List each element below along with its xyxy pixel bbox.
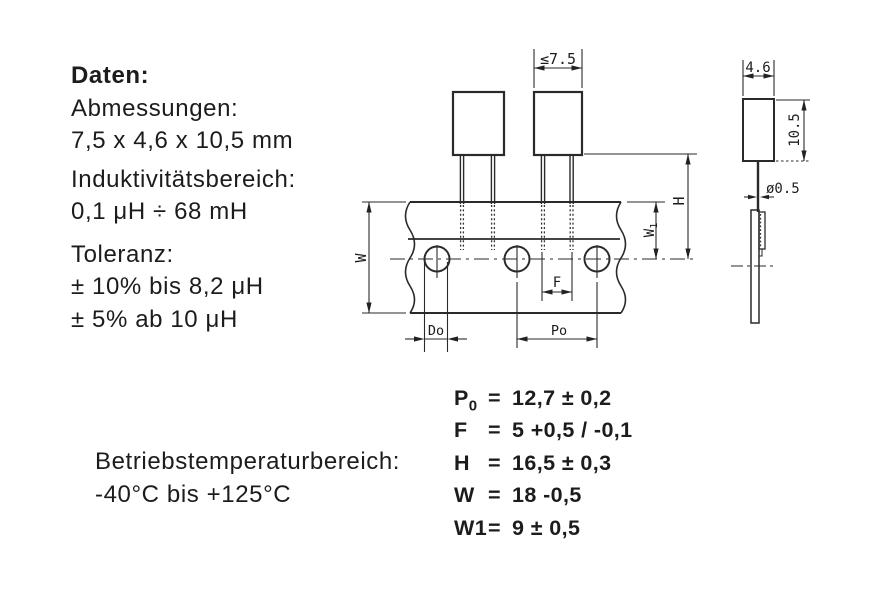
dim-label-po: Po xyxy=(550,323,568,339)
tolerance-value-1: ± 10% bis 8,2 μH xyxy=(71,273,264,300)
temperature-value: -40°C bis +125°C xyxy=(95,480,292,508)
data-panel-title: Daten: xyxy=(71,62,150,89)
dim-body-width xyxy=(534,49,582,88)
dim-w1 xyxy=(627,202,665,259)
dim-lead-dia xyxy=(744,181,800,199)
spec-symbol: W1 xyxy=(454,515,488,540)
tape-side xyxy=(731,210,777,323)
temperature-label: Betriebstemperaturbereich: xyxy=(95,448,401,475)
dim-label-do: Do xyxy=(427,323,445,339)
tolerance-value-2: ± 5% ab 10 μH xyxy=(71,305,238,333)
spec-equals: = xyxy=(488,515,501,540)
spec-equals: = xyxy=(488,483,501,508)
dim-body-height xyxy=(776,100,810,161)
dim-height-h xyxy=(584,154,697,259)
dim-label-w: W xyxy=(352,253,370,263)
dim-do xyxy=(405,262,467,352)
dim-w xyxy=(352,202,406,313)
spec-symbol: $P_0$ xyxy=(454,386,478,415)
carrier-tape xyxy=(406,202,626,313)
dim-label-body-height: 10.5 xyxy=(787,113,803,147)
dim-label-depth: 4.6 xyxy=(745,60,771,76)
front-view xyxy=(352,49,697,352)
dim-label-lead-dia: ø0.5 xyxy=(766,181,800,197)
dim-depth xyxy=(743,60,774,96)
dimensions-label: Abmessungen: xyxy=(71,94,239,122)
spec-value: 12,7 ± 0,2 xyxy=(512,386,612,410)
tape-break-left xyxy=(406,202,415,313)
spec-value: 16,5 ± 0,3 xyxy=(512,450,612,475)
spec-value: 5 +0,5 / -0,1 xyxy=(512,418,633,443)
component-body-side xyxy=(743,99,774,161)
component-body-left xyxy=(453,92,504,155)
dimensions-value: 7,5 x 4,6 x 10,5 mm xyxy=(71,127,294,154)
dim-label-body-width: ≤7.5 xyxy=(539,50,577,68)
spec-symbol: F xyxy=(454,418,468,443)
dim-label-h: H xyxy=(670,196,688,206)
inductance-value: 0,1 μH ÷ 68 mH xyxy=(71,198,248,225)
dim-po xyxy=(517,323,597,342)
component-leads xyxy=(460,155,573,204)
spec-value: 9 ± 0,5 xyxy=(512,515,581,540)
spec-equals: = xyxy=(488,418,501,443)
spec-value: 18 -0,5 xyxy=(512,483,582,508)
tape-break-right xyxy=(617,202,626,313)
dim-label-f: F xyxy=(552,275,562,291)
spec-equals: = xyxy=(488,386,501,410)
sprocket-holes xyxy=(425,245,610,348)
component-body-right xyxy=(534,92,582,155)
side-view xyxy=(731,60,810,323)
spec-equals: = xyxy=(488,450,501,475)
spec-symbol: W xyxy=(454,483,475,508)
tolerance-label: Toleranz: xyxy=(71,240,174,268)
inductance-label: Induktivitätsbereich: xyxy=(71,165,296,193)
dim-label-w1: $W_1$ xyxy=(642,222,660,238)
spec-symbol: H xyxy=(454,450,470,475)
component-leads-hidden xyxy=(461,205,573,250)
